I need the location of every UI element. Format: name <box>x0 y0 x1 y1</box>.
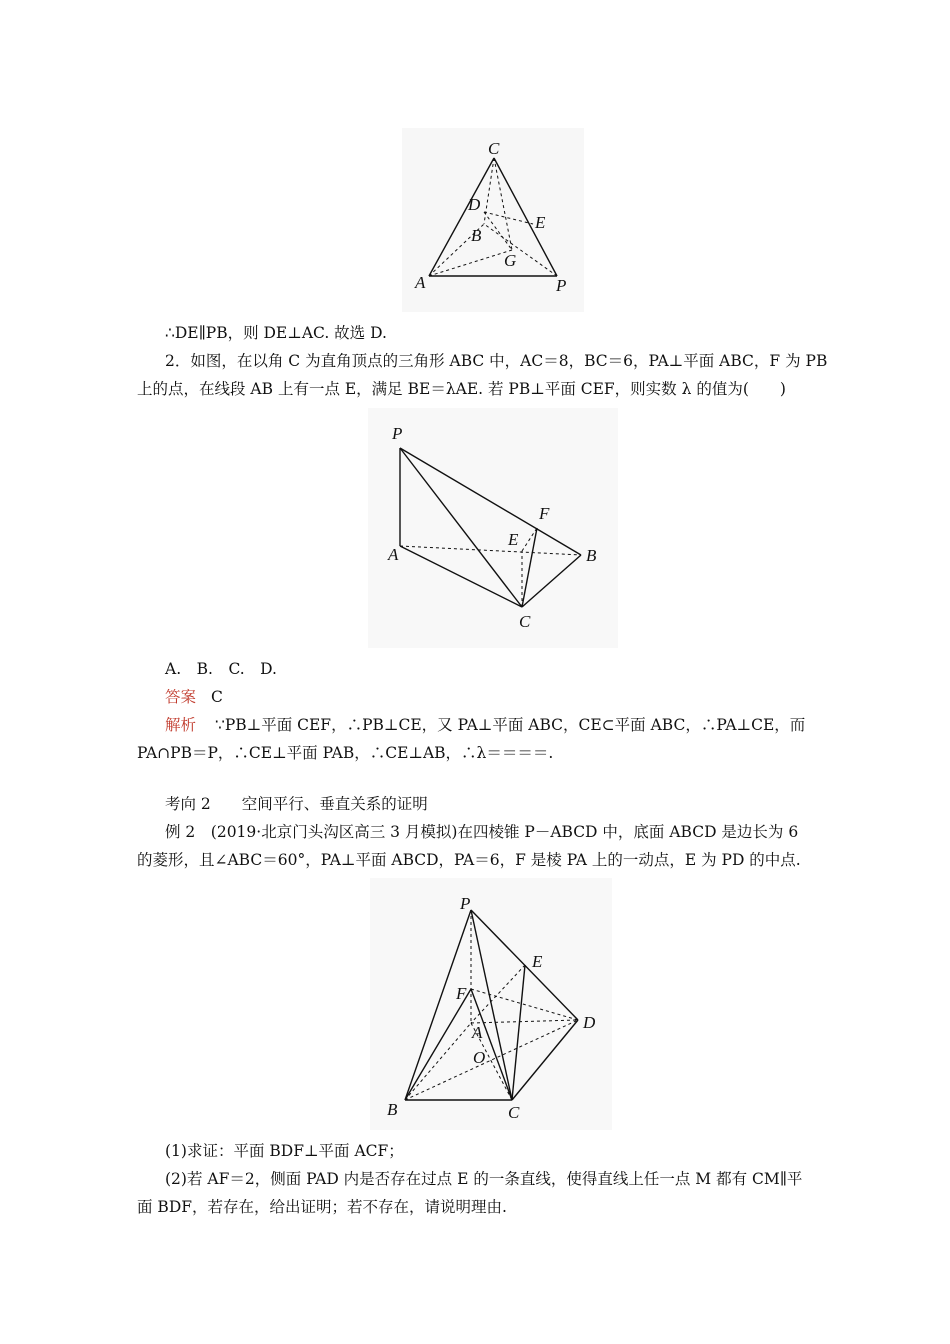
text-line-1: ∴DE∥PB，则 DE⊥AC. 故选 D. <box>165 324 387 342</box>
figure1-label-e: E <box>535 213 546 232</box>
problem2-line-1: 2．如图，在以角 C 为直角顶点的三角形 ABC 中，AC＝8，BC＝6，PA⊥平面 ABC，F 为 PB <box>165 352 828 370</box>
figure2-label-e: E <box>508 530 519 549</box>
figure2-label-f: F <box>539 504 550 523</box>
problem2-line-2: 上的点，在线段 AB 上有一点 E，满足 BE＝λAE. 若 PB⊥平面 CEF，则实数 λ 的值为( ) <box>137 380 786 398</box>
figure-tetrahedron <box>402 128 584 312</box>
question-2-line-1: (2)若 AF＝2，侧面 PAD 内是否存在过点 E 的一条直线，使得直线上任一点 M 都有 CM∥平 <box>165 1170 803 1188</box>
answer-line <box>165 687 223 707</box>
answer-label: 答案 <box>165 688 197 706</box>
analysis-line-1 <box>165 715 805 735</box>
figure3-label-f: F <box>456 984 467 1003</box>
figure1-label-c: C <box>488 139 500 158</box>
figure3-label-d: D <box>583 1013 596 1032</box>
figure2-label-a: A <box>388 545 399 564</box>
figure3-label-c: C <box>508 1103 520 1122</box>
section-title: 考向 2 空间平行、垂直关系的证明 <box>165 795 428 813</box>
example2-line-1: 例 2 (2019·北京门头沟区高三 3 月模拟)在四棱锥 P－ABCD 中，底面 ABCD 是边长为 6 <box>165 823 799 841</box>
figure3-label-o: O <box>473 1048 486 1067</box>
analysis-line-2: PA∩PB＝P，∴CE⊥平面 PAB，∴CE⊥AB，∴λ＝＝＝＝. <box>137 744 554 762</box>
figure3-label-a: A <box>472 1023 483 1042</box>
figure1-label-p: P <box>556 276 567 295</box>
figure1-label-a: A <box>415 273 426 292</box>
figure3-label-e: E <box>532 952 543 971</box>
analysis-label: 解析 <box>165 716 197 734</box>
figure-pyramid-pabcd <box>370 878 612 1130</box>
figure2-label-p: P <box>392 424 403 443</box>
figure2-label-c: C <box>519 612 531 631</box>
question-2-line-2: 面 BDF，若存在，给出证明；若不存在，请说明理由. <box>137 1198 507 1216</box>
figure2-label-b: B <box>586 546 597 565</box>
answer-options: A. B. C. D. <box>165 660 277 678</box>
figure-pyramid-pabc <box>368 408 618 648</box>
example2-line-2: 的菱形，且∠ABC＝60°，PA⊥平面 ABCD，PA＝6，F 是棱 PA 上的一动点，E 为 PD 的中点. <box>137 851 801 869</box>
answer-value: C <box>210 688 223 706</box>
question-1: (1)求证：平面 BDF⊥平面 ACF； <box>165 1142 404 1160</box>
figure3-label-p: P <box>460 894 471 913</box>
figure1-label-d: D <box>468 195 481 214</box>
figure1-label-g: G <box>504 251 517 270</box>
analysis-text-1: ∵PB⊥平面 CEF，∴PB⊥CE，又 PA⊥平面 ABC，CE⊂平面 ABC，∴PA⊥CE，而 <box>214 716 806 734</box>
figure1-label-b: B <box>471 226 482 245</box>
figure3-label-b: B <box>387 1100 398 1119</box>
